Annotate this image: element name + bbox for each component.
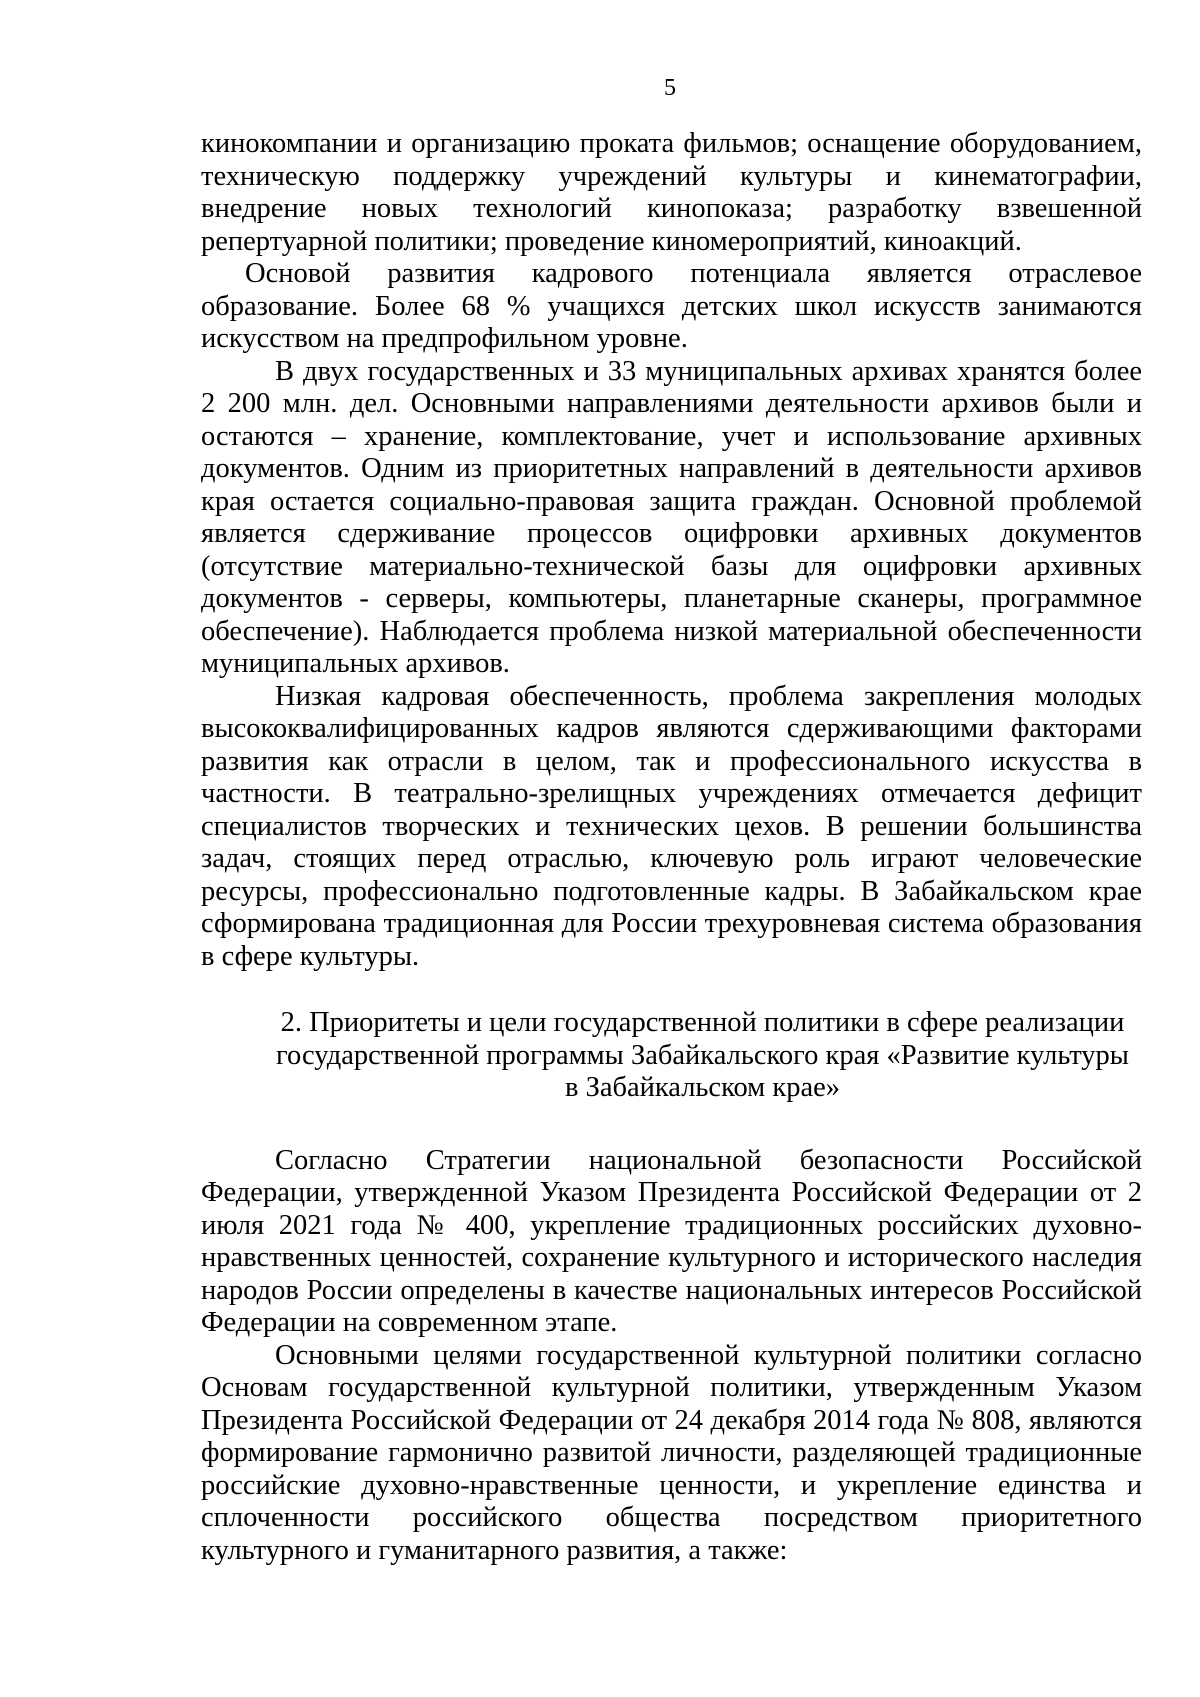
page-number: 5	[664, 75, 676, 101]
paragraph-archives: В двух государственных и 33 муниципальных архивах хранятся более 2 200 млн. дел. Основными направлениями деятельности архивов были и остаются – хранение, комплектование, учет и использование архивных документов. Одним из приоритетных направлений в деятельности архивов края остается социально-правовая защита граждан. Основной проблемой является сдерживание процессов оцифровки архивных документов (отсутствие материально-технической базы для оцифровки архивных документов - серверы, компьютеры, планетарные сканеры, программное обеспечение). Наблюдается проблема низкой материальной обеспеченности муниципальных архивов.	[201, 355, 1142, 679]
paragraph-staff-education: Основой развития кадрового потенциала является отраслевое образование. Более 68 % учащихся детских школ искусств занимаются искусством на предпрофильном уровне.	[201, 258, 1142, 354]
section-heading: 2. Приоритеты и цели государственной политики в сфере реализации государственной программы Забайкальского края «Развитие культуры в Забайкальском крае»	[276, 1007, 1129, 1103]
paragraph-cultural-policy-goals: Основными целями государственной культурной политики согласно Основам государственной культурной политики, утвержденным Указом Президента Российской Федерации от 24 декабря 2014 года № 808, являются формирование гармонично развитой личности, разделяющей традиционные российские духовно-нравственные ценности, и укрепление единства и сплоченности российского общества посредством приоритетного культурного и гуманитарного развития, а также:	[201, 1339, 1142, 1566]
document-body	[201, 128, 1142, 1567]
paragraph-staff-shortage: Низкая кадровая обеспеченность, проблема закрепления молодых высококвалифицированных кадров являются сдерживающими факторами развития как отрасли в целом, так и профессионального искусства в частности. В театрально-зрелищных учреждениях отмечается дефицит специалистов творческих и технических цехов. В решении большинства задач, стоящих перед отраслью, ключевую роль играют человеческие ресурсы, профессионально подготовленные кадры. В Забайкальском крае сформирована традиционная для России трехуровневая система образования в сфере культуры.	[201, 680, 1142, 972]
paragraph-film-distribution: кинокомпании и организацию проката фильмов; оснащение оборудованием, техническую поддержку учреждений культуры и кинематографии, внедрение новых технологий кинопоказа; разработку взвешенной репертуарной политики; проведение киномероприятий, киноакций.	[201, 128, 1142, 257]
paragraph-national-security-strategy: Согласно Стратегии национальной безопасности Российской Федерации, утвержденной Указом Президента Российской Федерации от 2 июля 2021 года № 400, укрепление традиционных российских духовно-нравственных ценностей, сохранение культурного и исторического наследия народов России определены в качестве национальных интересов Российской Федерации на современном этапе.	[201, 1144, 1142, 1338]
